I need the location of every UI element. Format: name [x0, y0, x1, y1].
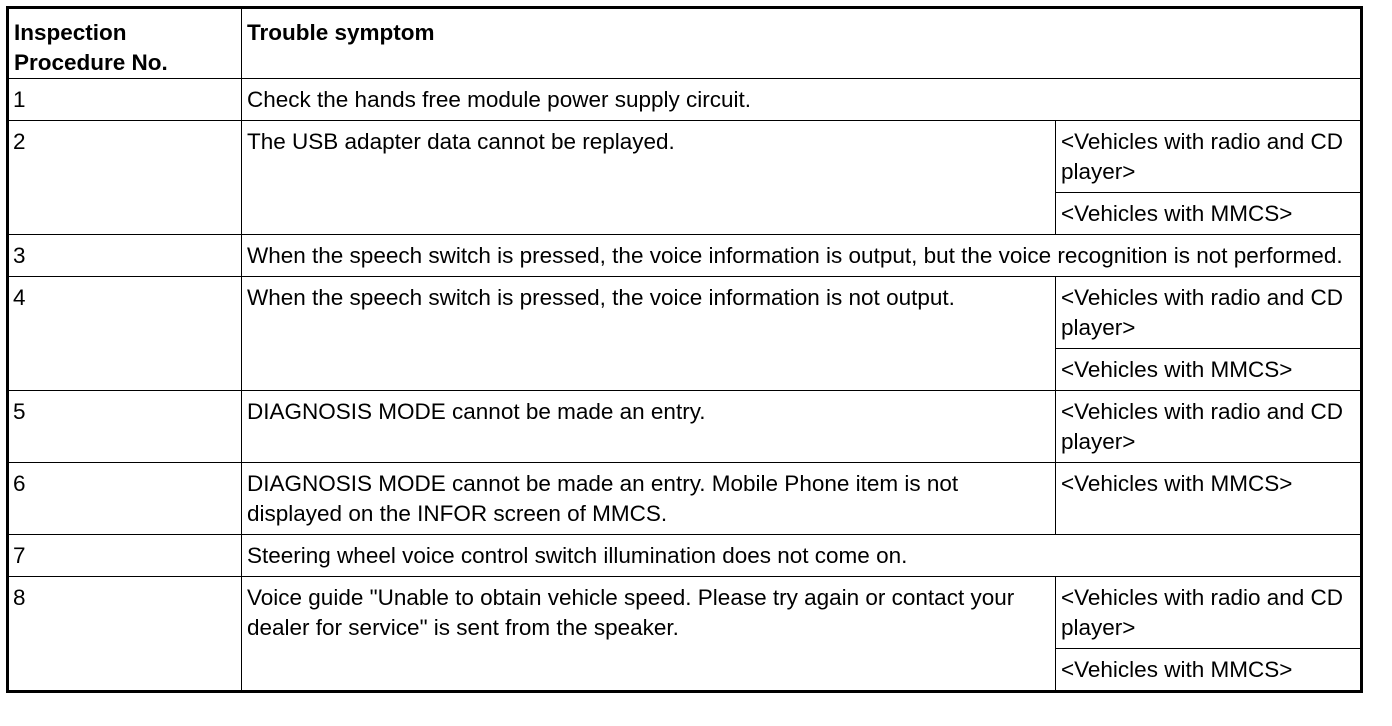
trouble-symptom-cell: When the speech switch is pressed, the voice information is output, but the voice recognition is not performed. [242, 235, 1362, 277]
vehicle-condition-cell: <Vehicles with radio and CD player> [1056, 391, 1362, 463]
vehicle-condition-cell: <Vehicles with MMCS> [1056, 349, 1362, 391]
table-header-row [8, 8, 1362, 79]
table-row [8, 463, 1362, 535]
vehicle-condition-cell: <Vehicles with radio and CD player> [1056, 577, 1362, 649]
inspection-procedure-table [6, 6, 1363, 693]
procedure-number-cell: 1 [8, 79, 242, 121]
trouble-symptom-cell: The USB adapter data cannot be replayed. [242, 121, 1056, 235]
table-row [8, 277, 1362, 349]
trouble-symptom-cell: Steering wheel voice control switch illumination does not come on. [242, 535, 1362, 577]
procedure-number-cell: 6 [8, 463, 242, 535]
vehicle-condition-cell: <Vehicles with MMCS> [1056, 193, 1362, 235]
procedure-number-cell: 8 [8, 577, 242, 692]
vehicle-condition-cell: <Vehicles with radio and CD player> [1056, 277, 1362, 349]
header-trouble-symptom: Trouble symptom [242, 8, 1362, 79]
vehicle-condition-cell: <Vehicles with MMCS> [1056, 649, 1362, 692]
table-body [8, 79, 1362, 692]
trouble-symptom-cell: DIAGNOSIS MODE cannot be made an entry. [242, 391, 1056, 463]
trouble-symptom-cell: Voice guide "Unable to obtain vehicle speed. Please try again or contact your dealer for service" is sent from the speaker. [242, 577, 1056, 692]
procedure-number-cell: 2 [8, 121, 242, 235]
trouble-symptom-cell: When the speech switch is pressed, the voice information is not output. [242, 277, 1056, 391]
header-procedure-no: Inspection Procedure No. [8, 8, 242, 79]
procedure-number-cell: 5 [8, 391, 242, 463]
table-row [8, 121, 1362, 193]
procedure-number-cell: 7 [8, 535, 242, 577]
table-row [8, 535, 1362, 577]
procedure-number-cell: 3 [8, 235, 242, 277]
table-row [8, 577, 1362, 649]
table-row [8, 235, 1362, 277]
trouble-symptom-cell: Check the hands free module power supply circuit. [242, 79, 1362, 121]
trouble-symptom-cell: DIAGNOSIS MODE cannot be made an entry. Mobile Phone item is not displayed on the INFOR screen of MMCS. [242, 463, 1056, 535]
table-row [8, 79, 1362, 121]
vehicle-condition-cell: <Vehicles with MMCS> [1056, 463, 1362, 535]
vehicle-condition-cell: <Vehicles with radio and CD player> [1056, 121, 1362, 193]
procedure-number-cell: 4 [8, 277, 242, 391]
table-row [8, 391, 1362, 463]
